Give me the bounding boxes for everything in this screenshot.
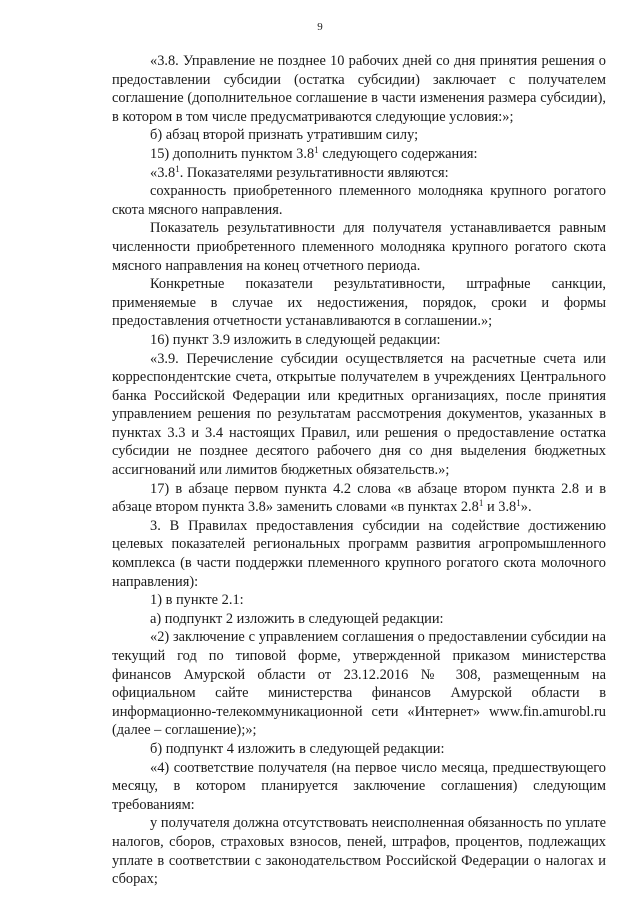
text-run: сохранность приобретенного племенного молодняка крупного рогатого скота мясного направления. <box>112 183 606 218</box>
paragraph-p2 <box>112 126 606 145</box>
superscript: 1 <box>516 498 521 509</box>
paragraph-p16 <box>112 759 606 815</box>
text-run: «3.9. Перечисление субсидии осуществляется на расчетные счета или корреспондентские счета, открытые получателем в учреждениях Центрального банка Российской Федерации или кредитных организациях, после принятия управлением решения по результатам рассмотрения документов, указанных в пунктах 3.3 и 3.4 настоящих Правил, или решения о предоставление остатка субсидии не позднее десятого рабочего дня со дня выделения бюджетных ассигнований или лимитов бюджетных обязательств.»; <box>112 350 606 479</box>
text-run: «3.8 <box>150 164 176 181</box>
text-run: б) абзац второй признать утратившим силу; <box>150 127 419 144</box>
superscript: 1 <box>314 144 319 155</box>
paragraph-p3 <box>112 145 606 164</box>
text-run: 16) пункт 3.9 изложить в следующей редакции: <box>150 331 441 348</box>
text-run: б) подпункт 4 изложить в следующей редакции: <box>150 740 445 757</box>
paragraph-p7 <box>112 275 606 331</box>
page-number: 9 <box>317 21 323 33</box>
superscript: 1 <box>175 163 180 174</box>
paragraph-p13 <box>112 610 606 629</box>
paragraph-p5 <box>112 182 606 219</box>
text-run: «4) соответствие получателя (на первое число месяца, предшествующего месяцу, в котором планируется заключение соглашения) следующим требованиям: <box>112 759 606 813</box>
text-run: Показатель результативности для получателя устанавливается равным численности приобретенного племенного молодняка крупного рогатого скота мясного направления на конец отчетного периода. <box>112 220 606 274</box>
text-run: у получателя должна отсутствовать неисполненная обязанность по уплате налогов, сборов, страховых взносов, пеней, штрафов, процентов, подлежащих уплате в соответствии с законодательством Российской Федерации о налогах и сборах; <box>112 815 606 888</box>
text-run: и 3.8 <box>483 499 517 516</box>
text-run: ». <box>520 499 532 516</box>
paragraph-p10 <box>112 480 606 517</box>
text-run: следующего содержания: <box>318 145 478 162</box>
text-run: Конкретные показатели результативности, штрафные санкции, применяемые в случае их недостижения, порядок, сроки и формы предоставления отчетности устанавливаются в соглашении.»; <box>112 276 606 330</box>
text-run: «2) заключение с управлением соглашения о предоставлении субсидии на текущий год по типовой форме, утвержденной приказом министерства финансов Амурской области от 23.12.2016 № 308, размещенным на официальном сайте министерства финансов Амурской области в информационно-телекоммуникационной сети «Интернет» www.fin.amurobl.ru (далее – соглашение);»; <box>112 629 606 739</box>
text-run: 15) дополнить пунктом 3.8 <box>150 145 315 162</box>
paragraph-p11 <box>112 517 606 591</box>
superscript: 1 <box>478 498 484 509</box>
text-run: 3. В Правилах предоставления субсидии на содействие достижению целевых показателей региональных программ развития агропромышленного комплекса (в части поддержки племенного крупного рогатого скота молочного направления): <box>112 517 606 590</box>
paragraph-p15 <box>112 740 606 759</box>
paragraph-p8 <box>112 331 606 350</box>
paragraph-p6 <box>112 219 606 275</box>
paragraph-p12 <box>112 591 606 610</box>
paragraph-p4 <box>112 164 606 183</box>
text-run: . Показателями результативности являются: <box>179 164 449 181</box>
paragraph-p14 <box>112 628 606 740</box>
text-run: «3.8. Управление не позднее 10 рабочих дней со дня принятия решения о предоставлении субсидии (остатка субсидии) заключает с получателем соглашение (дополнительное соглашение в части изменения размера субсидии), в котором в том числе предусматриваются следующие условия:»; <box>112 53 606 125</box>
text-run: 17) в абзаце первом пункта 4.2 слова «в абзаце втором пункта 2.8 и в абзаце втором пункта 3.8» заменить словами «в пунктах 2.8 <box>112 480 606 516</box>
paragraph-p17 <box>112 814 606 888</box>
paragraph-p9 <box>112 350 606 480</box>
text-run: а) подпункт 2 изложить в следующей редакции: <box>150 610 444 627</box>
text-run: 1) в пункте 2.1: <box>150 592 244 609</box>
document-body <box>112 52 606 889</box>
paragraph-p1 <box>112 52 606 126</box>
